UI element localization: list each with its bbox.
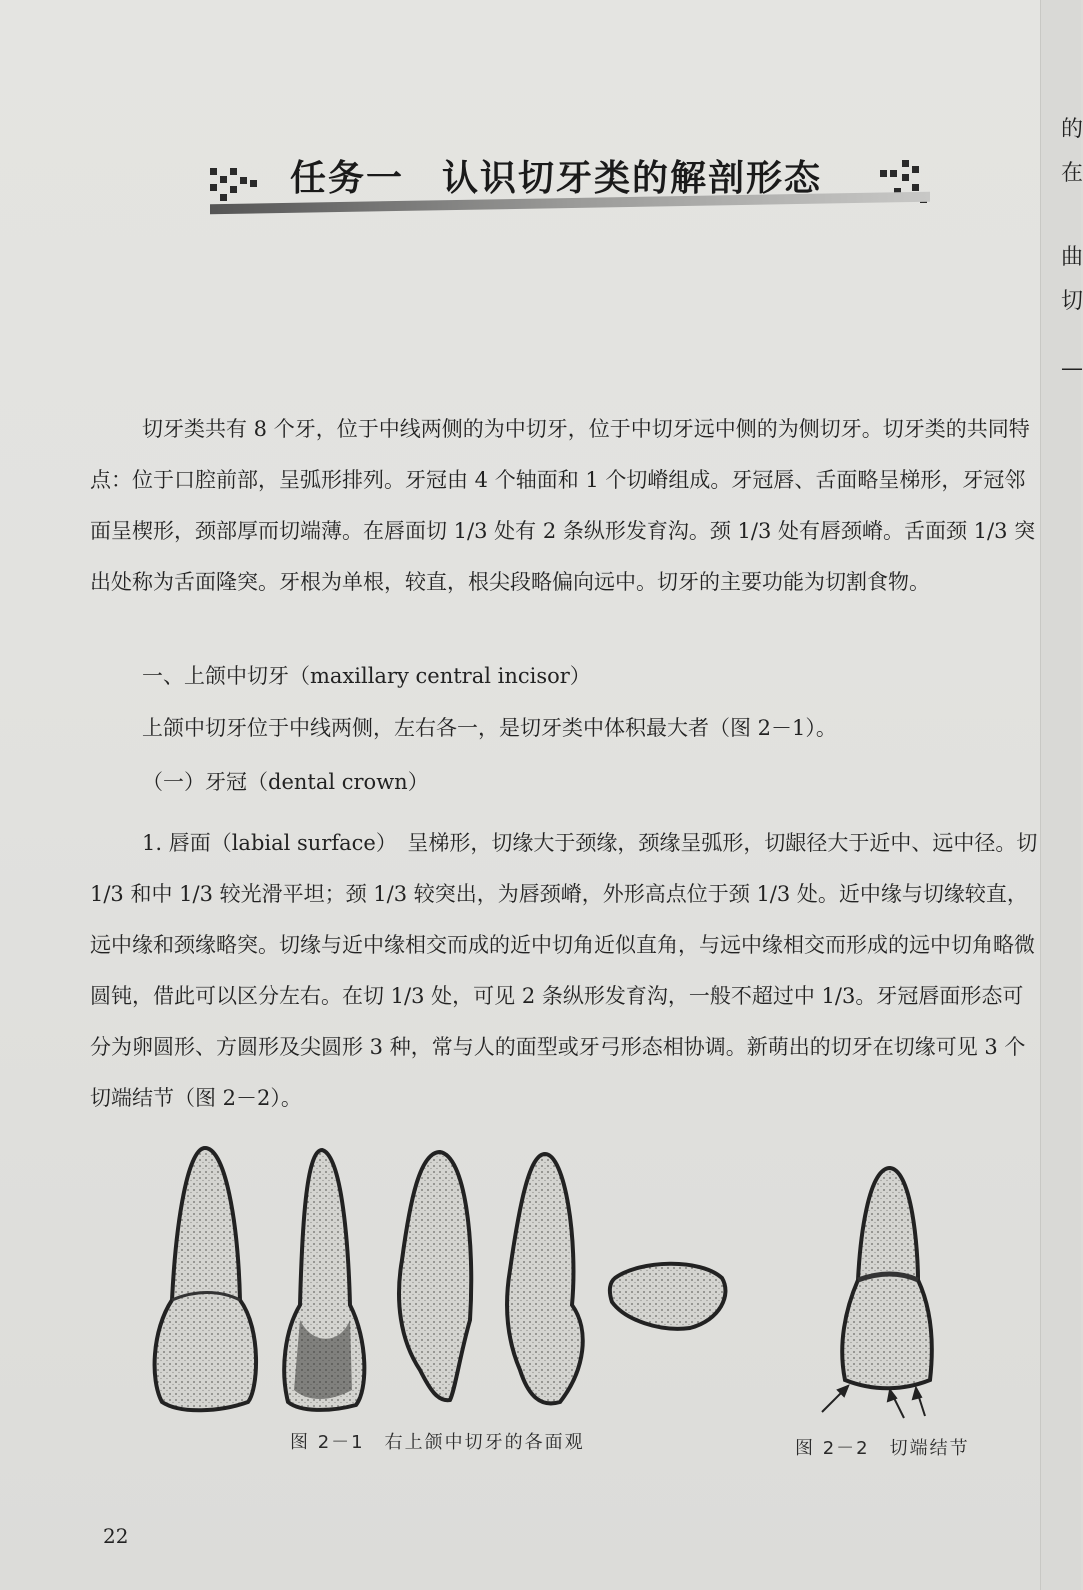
edge-char: 的: [1061, 117, 1083, 142]
edge-char: —: [1061, 356, 1083, 381]
labial-paragraph-block: [90, 818, 1040, 1124]
section-intro: 上颌中切牙位于中线两侧，左右各一，是切牙类中体积最大者（图 2－1）。: [142, 716, 837, 740]
tooth-incisal-view: [610, 1264, 726, 1329]
figure-area: [0, 1140, 1040, 1470]
tooth-illustrations: [0, 1140, 1040, 1470]
adjacent-page-edge: [1040, 0, 1081, 1590]
figure-2-1-caption: 图 2－1 右上颌中切牙的各面观: [290, 1432, 585, 1453]
page-number: 22: [103, 1524, 129, 1548]
tooth-mesial-view: [399, 1152, 471, 1400]
intro-paragraph: 切牙类共有 8 个牙，位于中线两侧的为中切牙，位于中切牙远中侧的为侧切牙。切牙类的共同特点：位于口腔前部，呈弧形排列。牙冠由 4 个轴面和 1 个切嵴组成。牙冠唇、舌面略呈梯形，牙冠邻面呈楔形，颈部厚而切端薄。在唇面切 1/3 处有 2 条纵形发育沟。颈 1/3 处有唇颈嵴。舌面颈 1/3 突出处称为舌面隆突。牙根为单根，较直，根尖段略偏向远中。切牙的主要功能为切割食物。: [90, 417, 1036, 594]
page-title: 任务一 认识切牙类的解剖形态: [290, 158, 823, 199]
title-banner: [210, 150, 930, 216]
intro-paragraph-block: [90, 404, 1040, 608]
subsection-heading: （一）牙冠（dental crown）: [142, 770, 429, 794]
edge-char: 在: [1061, 161, 1083, 186]
edge-char: 曲: [1061, 245, 1083, 270]
tooth-distal-view: [507, 1154, 583, 1403]
tooth-labial-view: [155, 1148, 256, 1410]
arrow-icon: [822, 1386, 925, 1418]
labial-paragraph: 1. 唇面（labial surface） 呈梯形，切缘大于颈缘，颈缘呈弧形，切龈径大于近中、远中径。切 1/3 和中 1/3 较光滑平坦；颈 1/3 较突出，为唇颈嵴，外形高点位于颈 1/3 处。近中缘与切缘较直，远中缘和颈缘略突。切缘与近中缘相交而成的近中切角近似直角，与远中缘相交而形成的远中切角略微圆钝，借此可以区分左右。在切 1/3 处，可见 2 条纵形发育沟，一般不超过中 1/3。牙冠唇面形态可分为卵圆形、方圆形及尖圆形 3 种，常与人的面型或牙弓形态相协调。新萌出的切牙在切缘可见 3 个切端结节（图 2－2）。: [90, 831, 1038, 1110]
edge-char: 切: [1061, 289, 1083, 314]
section-heading: 一、上颌中切牙（maxillary central incisor）: [142, 664, 591, 688]
figure-2-2-caption: 图 2－2 切端结节: [795, 1438, 970, 1459]
